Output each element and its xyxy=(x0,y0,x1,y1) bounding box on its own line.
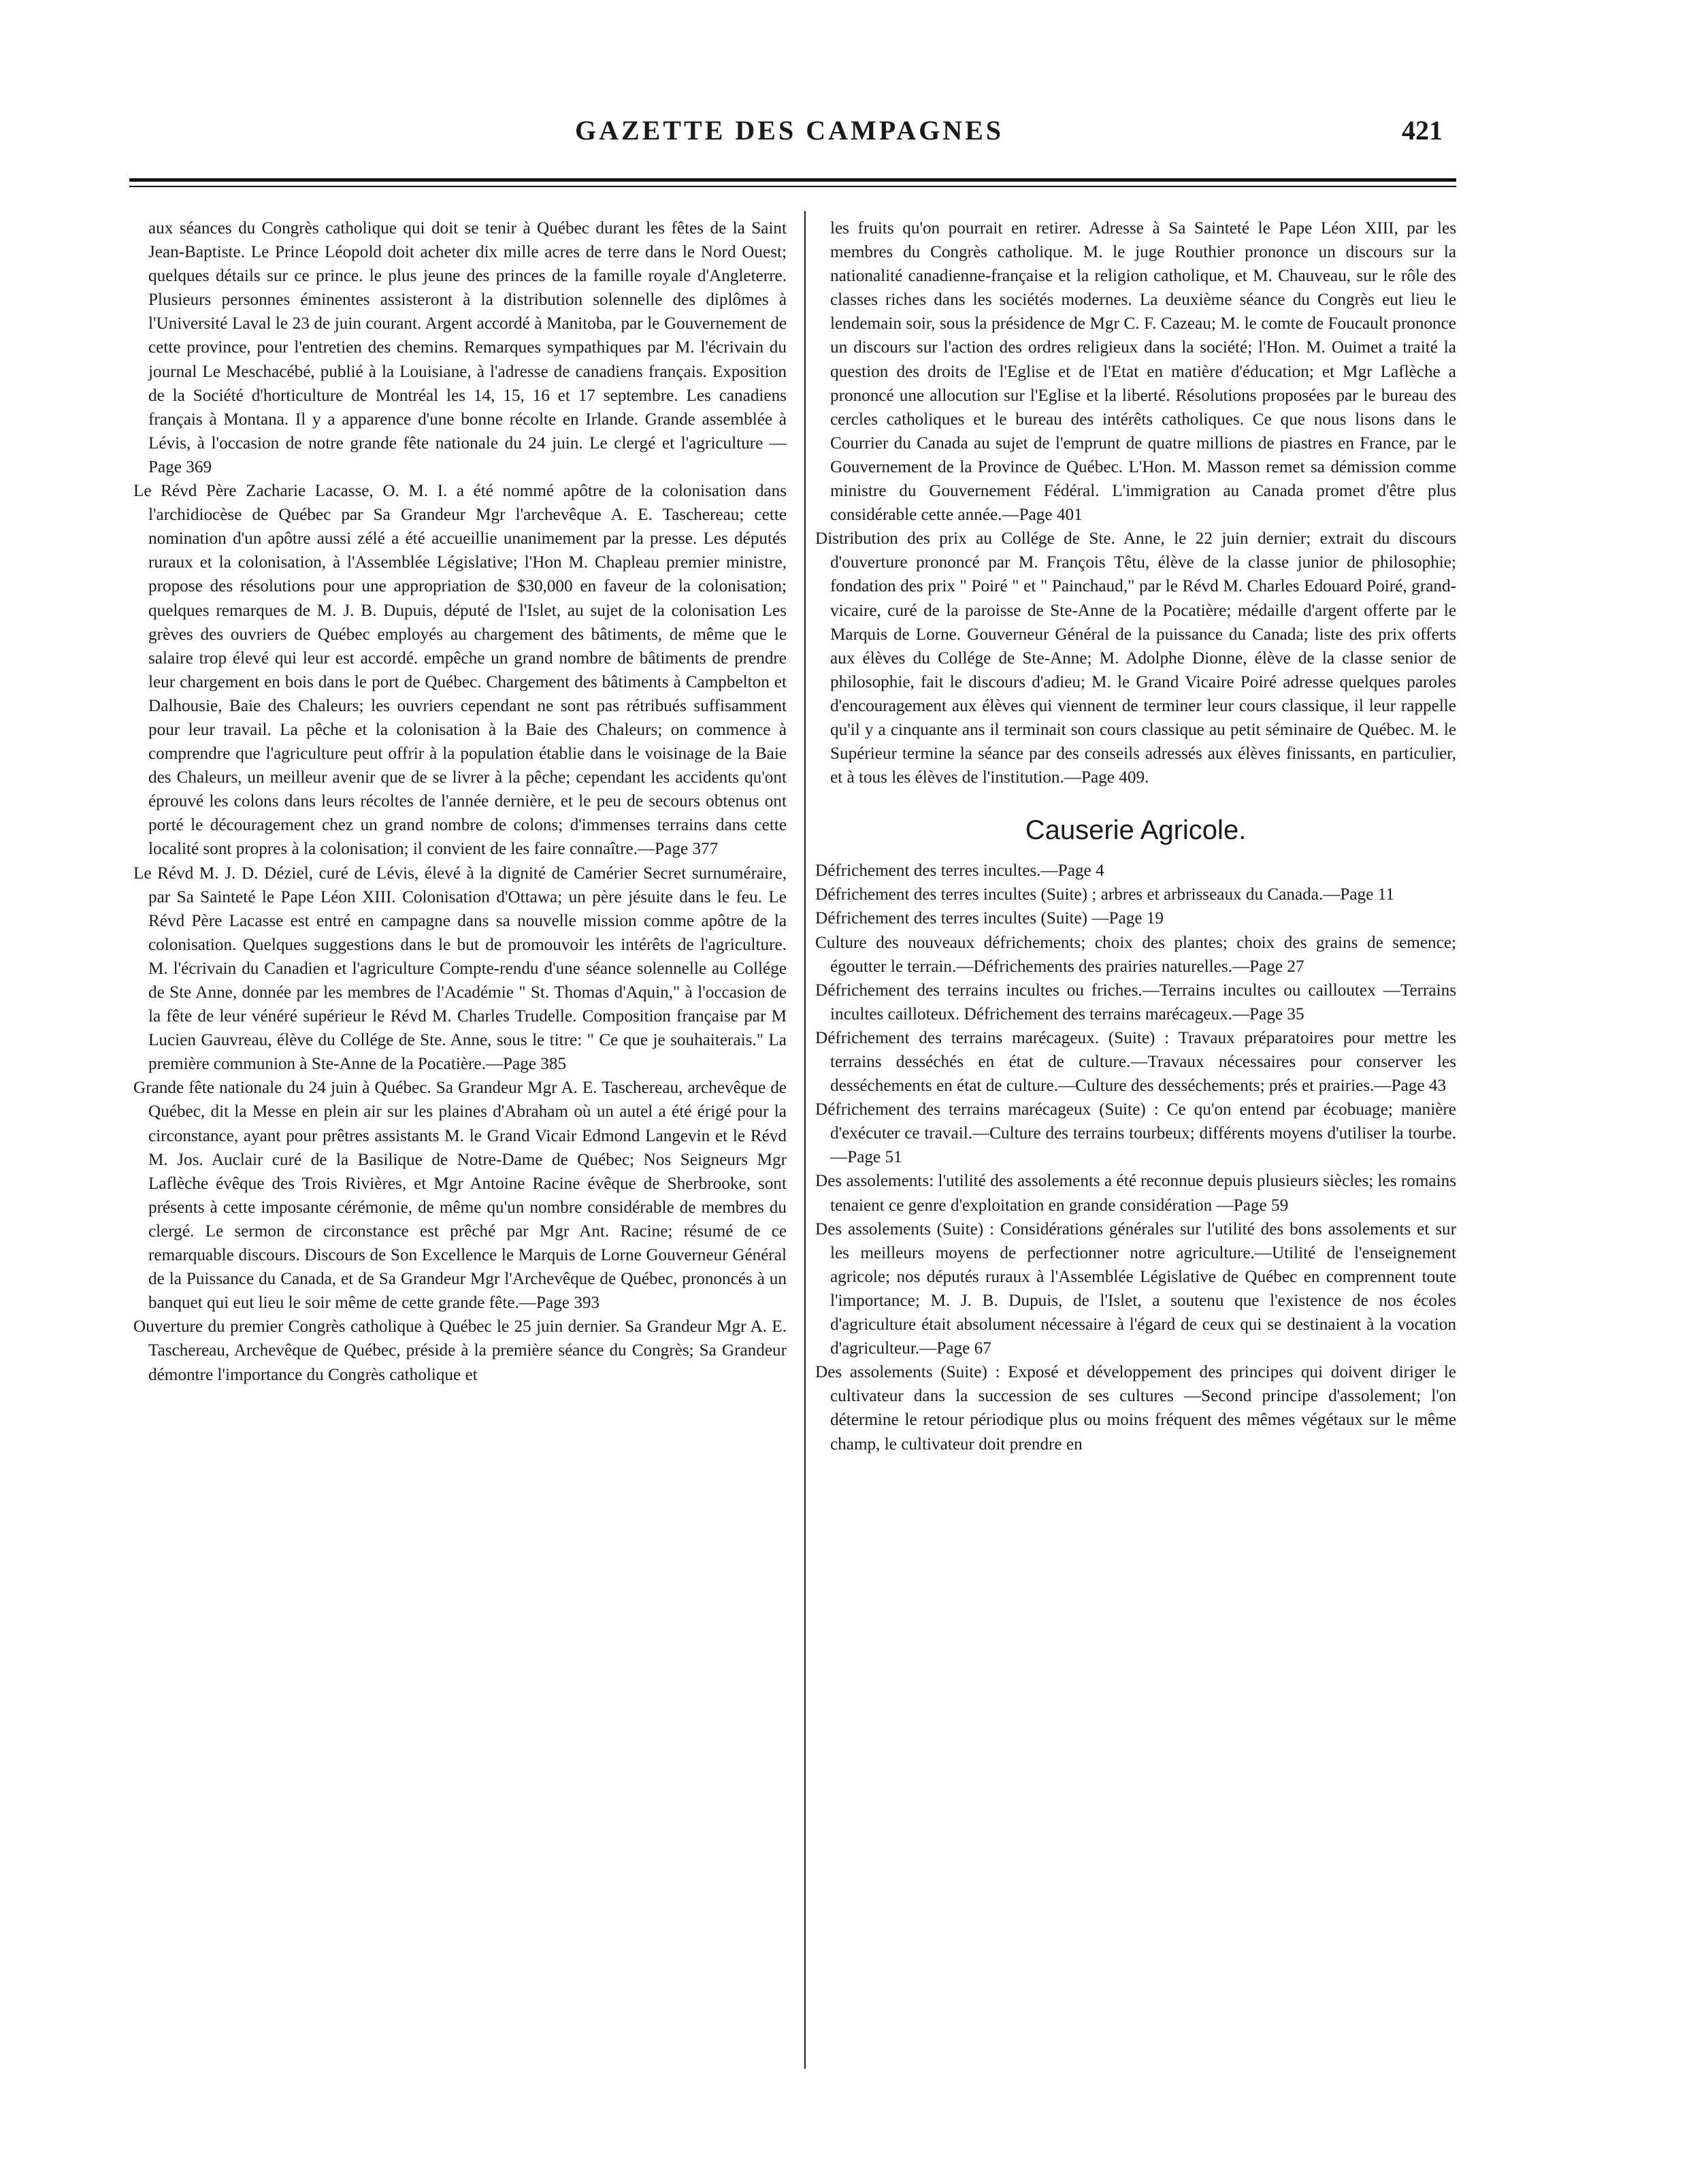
causerie-entry: Défrichement des terrains incultes ou friches.—Terrains incultes ou cailloutex —Terrains incultes cailloteux. Défrichement des terrains marécageux.—Page 35 xyxy=(815,981,1456,1023)
index-entry: Le Révd Père Zacharie Lacasse, O. M. I. a été nommé apôtre de la colonisation dans l'archidiocèse de Québec par Sa Grandeur Mgr l'archevêque A. E. Taschereau; cette nomination d'un apôtre aussi zélé a été accueillie unanimement par la presse. Les députés ruraux et la colonisation, à l'Assemblée Législative; l'Hon M. Chapleau premier ministre, propose des résolutions pour une appropriation de $30,000 en faveur de la colonisation; quelques remarques de M. J. B. Dupuis, député de l'Islet, au sujet de la colonisation Les grèves des ouvriers de Québec employés au chargement des bâtiments, de même que le salaire trop élevé qui leur est accordé. empêche un grand nombre de bâtiments de prendre leur chargement en bois dans le port de Québec. Chargement des bâtiments à Campbelton et Dalhousie, Baie des Chaleurs; les ouvriers cependant ne sont pas rétribués suffisamment pour leur travail. La pêche et la colonisation à la Baie des Chaleurs; on commence à comprendre que l'agriculture peut offrir à la population établie dans le voisinage de la Baie des Chaleurs, un meilleur avenir que de se livrer à la pêche; cependant les accidents qu'ont éprouvé les colons dans leurs récoltes de l'année dernière, et le peu de secours obtenus ont porté le découragement chez un grand nombre de colons; d'immenses terrains dans cette localité sont propres à la colonisation; il convient de les faire connaître.—Page 377 xyxy=(133,482,787,859)
index-entry: Ouverture du premier Congrès catholique à Québec le 25 juin dernier. Sa Grandeur Mgr A. E. Taschereau, Archevêque de Québec, préside à la première séance du Congrès; Sa Grandeur démontre l'importance du Congrès catholique et xyxy=(133,1317,787,1384)
index-entry: Distribution des prix au Collége de Ste. Anne, le 22 juin dernier; extrait du discours d'ouverture prononcé par M. François Têtu, élève de la classe junior de philosophie; fondation des prix " Poiré " et " Painchaud," par le Révd M. Charles Edouard Poiré, grand-vicaire, curé de la paroisse de Ste-Anne de la Pocatière; médaille d'argent offerte par le Marquis de Lorne. Gouverneur Général de la puissance du Canada; liste des prix offerts aux élèves du Collége de Ste-Anne; M. Adolphe Dionne, élève de la classe senior de philosophie, fait le discours d'adieu; M. le Grand Vicaire Poiré adresse quelques paroles d'encouragement aux élèves qui viennent de terminer leur cours classique, il leur rappelle qu'il y a cinquante ans il terminait son cours classique au petit séminaire de Québec. M. le Supérieur termine la séance par des conseils adressés aux élèves finissants, en particulier, et à tous les élèves de l'institution.—Page 409. xyxy=(815,529,1456,787)
causerie-entry: Des assolements (Suite) : Considérations générales sur l'utilité des bons assolements et sur les meilleurs moyens de perfectionner notre agriculture.—Utilité de l'enseignement agricole; nos députés ruraux à l'Assemblée Législative de Québec en comprennent toute l'importance; M. J. B. Dupuis, de l'Islet, a soutenu que l'existence de nos écoles d'agriculture était absolument nécessaire à l'égard de ceux qui se destinaient à la vocation d'agriculteur.—Page 67 xyxy=(815,1219,1456,1358)
index-entry: Grande fête nationale du 24 juin à Québec. Sa Grandeur Mgr A. E. Taschereau, archevêque de Québec, dit la Messe en plein air sur les plaines d'Abraham où un autel a été érigé pour la circonstance, ayant pour prêtres assistants M. le Grand Vicair Edmond Langevin et le Révd M. Jos. Auclair curé de la Basilique de Notre-Dame de Québec; Nos Seigneurs Mgr Laflèche évêque des Trois Rivières, et Mgr Antoine Racine évêque de Sherbrooke, sont présents à cette imposante cérémonie, de même qu'un nombre considérable de membres du clergé. Le sermon de circonstance est prêché par Mgr Ant. Racine; résumé de ce remarquable discours. Discours de Son Excellence le Marquis de Lorne Gouverneur Général de la Puissance du Canada, et de Sa Grandeur Mgr l'Archevêque de Québec, prononcés à un banquet qui eut lieu le soir même de cette grande fête.—Page 393 xyxy=(133,1079,787,1313)
causerie-entry: Défrichement des terrains marécageux. (Suite) : Travaux préparatoires pour mettre les terrains desséchés en état de culture.—Travaux nécessaires pour conserver les desséchements en état de culture.—Culture des desséchements; prés et prairies.—Page 43 xyxy=(815,1028,1456,1096)
causerie-entry: Défrichement des terres incultes.—Page 4 xyxy=(815,861,1104,881)
index-entry: les fruits qu'on pourrait en retirer. Adresse à Sa Sainteté le Pape Léon XIII, par les membres du Congrès catholique. M. le juge Routhier prononce un discours sur la nationalité canadienne-française et la religion catholique, et M. Chauveau, sur le rôle des classes riches dans les sociétés modernes. La deuxième séance du Congrès eut lieu le lendemain soir, sous la présidence de Mgr C. F. Cazeau; M. le comte de Foucault prononce un discours sur l'action des ordres religieux dans la société; l'Hon. M. Ouimet a traité la question des droits de l'Eglise et de l'Etat en matière d'éducation; et Mgr Laflèche a prononcé une allocution sur l'Eglise et la liberté. Résolutions proposées par le bureau des cercles catholiques et le bureau des intérêts catholiques. Ce que nous lisons dans le Courrier du Canada au sujet de l'emprunt de quatre millions de piastres en France, par le Gouvernement de la Province de Québec. L'Hon. M. Masson remet sa démission comme ministre du Gouvernement Fédéral. L'immigration au Canada promet d'être plus considérable cette année.—Page 401 xyxy=(830,219,1456,525)
left-column xyxy=(133,216,787,1387)
causerie-entry: Défrichement des terres incultes (Suite) ; arbres et arbrisseaux du Canada.—Page 11 xyxy=(815,885,1394,904)
header-rule-thick xyxy=(129,178,1456,182)
causerie-entry: Culture des nouveaux défrichements; choix des plantes; choix des grains de semence; égoutter le terrain.—Défrichements des prairies naturelles.—Page 27 xyxy=(815,933,1456,976)
running-title: GAZETTE DES CAMPAGNES xyxy=(574,115,1004,146)
causerie-entry: Défrichement des terres incultes (Suite) —Page 19 xyxy=(815,909,1164,928)
causerie-entry: Défrichement des terrains marécageux (Suite) : Ce qu'on entend par écobuage; manière d'exécuter ce travail.—Culture des terrains tourbeux; différents moyens d'utiliser la tourbe.—Page 51 xyxy=(815,1100,1456,1167)
causerie-entry: Des assolements: l'utilité des assolements a été reconnue depuis plusieurs siècles; les romains tenaient ce genre d'exploitation en grande considération —Page 59 xyxy=(815,1172,1456,1215)
column-divider xyxy=(804,211,806,2069)
page-number: 421 xyxy=(1402,115,1443,146)
right-column xyxy=(815,216,1456,1456)
page-header xyxy=(129,109,1449,157)
header-rule-thin xyxy=(129,186,1456,187)
index-entry: Le Révd M. J. D. Déziel, curé de Lévis, élevé à la dignité de Camérier Secret surnuméraire, par Sa Sainteté le Pape Léon XIII. Colonisation d'Ottawa; un père jésuite dans le feu. Le Révd Père Lacasse est entré en campagne dans sa nouvelle mission comme apôtre de la colonisation. Quelques suggestions dans le but de promouvoir les intérêts de l'agriculture. M. l'écrivain du Canadien et l'agriculture Compte-rendu d'une séance solennelle au Collége de Ste Anne, donnée par les membres de l'Académie " St. Thomas d'Aquin," à l'occasion de la fête de leur vénéré supérieur le Révd M. Charles Trudelle. Composition française par M Lucien Gauvreau, élève du Collége de Ste. Anne, sous le titre: " Ce que je souhaiterais." La première communion à Ste-Anne de la Pocatière.—Page 385 xyxy=(133,864,787,1074)
causerie-entry: Des assolements (Suite) : Exposé et développement des principes qui doivent diriger le cultivateur dans la succession de ses cultures —Second principe d'assolement; l'on détermine le retour périodique plus ou moins fréquent des mêmes végétaux sur le même champ, le cultivateur doit prendre en xyxy=(815,1363,1456,1454)
section-title: Causerie Agricole. xyxy=(1025,815,1247,846)
index-entry: aux séances du Congrès catholique qui doit se tenir à Québec durant les fêtes de la Saint Jean-Baptiste. Le Prince Léopold doit acheter dix mille acres de terre dans le Nord Ouest; quelques détails sur ce prince. le plus jeune des princes de la famille royale d'Angleterre. Plusieurs personnes éminentes assisteront à la distribution solennelle des diplômes à l'Université Laval le 23 de juin courant. Argent accordé à Manitoba, par le Gouvernement de cette province, pour l'entretien des chemins. Remarques sympathiques par M. l'écrivain du journal Le Meschacébé, publié à la Louisiane, à l'adresse de canadiens français. Exposition de la Société d'horticulture de Montréal les 14, 15, 16 et 17 septembre. Les canadiens français à Montana. Il y a apparence d'une bonne récolte en Irlande. Grande assemblée à Lévis, à l'occasion de notre grande fête nationale du 24 juin. Le clergé et l'agriculture —Page 369 xyxy=(148,219,787,476)
